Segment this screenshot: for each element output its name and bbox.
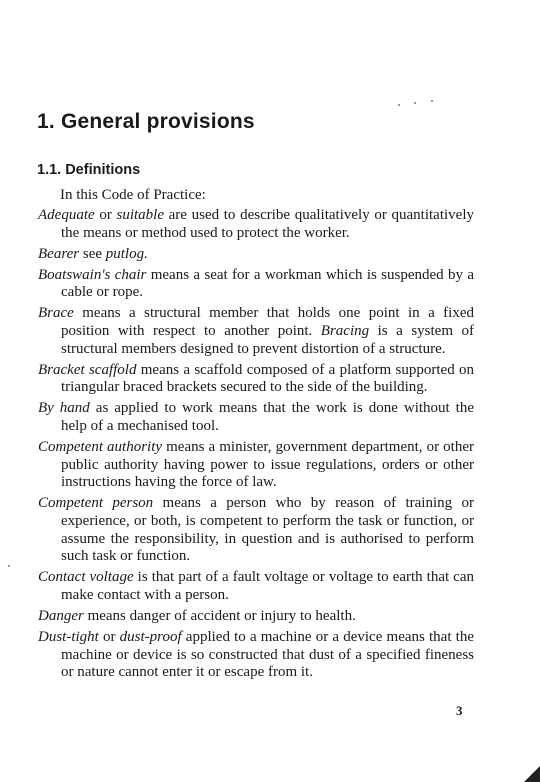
- definition-item: [38, 305, 474, 358]
- definition-term: Competent person: [38, 495, 154, 512]
- scan-corner-mark: [524, 766, 540, 782]
- definition-text: means a scaffold composed of a platform supported on triangular braced brackets secured to the side of the building.: [61, 361, 474, 396]
- definition-text: means a structural member that holds one point in a fixed position with respect to another point.: [61, 305, 474, 340]
- definition-term: Bracket scaffold: [38, 361, 137, 378]
- definition-item: [38, 569, 474, 604]
- definition-text: or: [98, 629, 120, 646]
- definition-item: [38, 495, 474, 565]
- definition-text: means a seat for a workman which is suspended by a cable or rope.: [61, 266, 474, 301]
- definition-text: applied to a machine or a device means that the machine or device is so constructed that dust of a specified fineness or nature cannot enter it or escape from it.: [61, 629, 474, 681]
- chapter-title: 1. General provisions: [37, 110, 255, 133]
- definition-item: [38, 400, 474, 435]
- definition-term: Danger: [38, 607, 84, 624]
- definition-item: [38, 207, 474, 242]
- definition-item: [38, 267, 474, 302]
- definition-term: Bearer: [38, 245, 80, 262]
- definition-text: or: [94, 207, 117, 223]
- definition-term: Bracing: [320, 323, 370, 340]
- definition-item: [38, 439, 474, 492]
- definition-term: dust-proof: [119, 629, 182, 646]
- definition-term: Dust-tight: [38, 629, 99, 646]
- definition-text: is that part of a fault voltage or voltage to earth that can make contact with a person.: [61, 569, 474, 603]
- definition-term: Brace: [38, 305, 74, 322]
- definition-text: see: [79, 245, 106, 262]
- page-number: 3: [456, 703, 463, 718]
- definition-item: [38, 246, 474, 264]
- definition-text: means a minister, government department, or other public authority having power to issue regulations, orders or other instructions having the force of law.: [61, 439, 474, 491]
- definition-item: [38, 629, 474, 682]
- definition-text: as applied to work means that the work is done without the help of a mechanised tool.: [61, 400, 474, 435]
- scan-speck: [414, 102, 416, 104]
- definition-text: means a person who by reason of training or experience, or both, is competent to perform the task or function, or assume the responsibility, in question and is authorised to perform such task or function.: [61, 495, 474, 565]
- definitions-list: [38, 207, 474, 685]
- definition-text: means danger of accident or injury to health.: [83, 607, 356, 624]
- section-title: 1.1. Definitions: [37, 162, 141, 178]
- definition-text: are used to describe qualitatively or quantitatively the means or method used to protect the worker.: [61, 207, 474, 241]
- definition-term: Adequate: [38, 207, 95, 223]
- definition-item: [38, 362, 474, 397]
- scan-speck: [8, 565, 10, 567]
- definition-term: suitable: [116, 207, 164, 223]
- scan-speck: [431, 100, 433, 102]
- definition-text: is a system of structural members designed to prevent distortion of a structure.: [61, 323, 475, 357]
- definition-term: Competent authority: [38, 439, 163, 456]
- definition-term: putlog.: [105, 245, 148, 262]
- intro-text: In this Code of Practice:: [60, 187, 206, 203]
- definition-item: [38, 608, 474, 626]
- definition-term: By hand: [38, 400, 90, 417]
- definition-term: Boatswain's chair: [38, 266, 147, 283]
- definition-term: Contact voltage: [38, 569, 134, 586]
- scan-speck: [398, 104, 400, 106]
